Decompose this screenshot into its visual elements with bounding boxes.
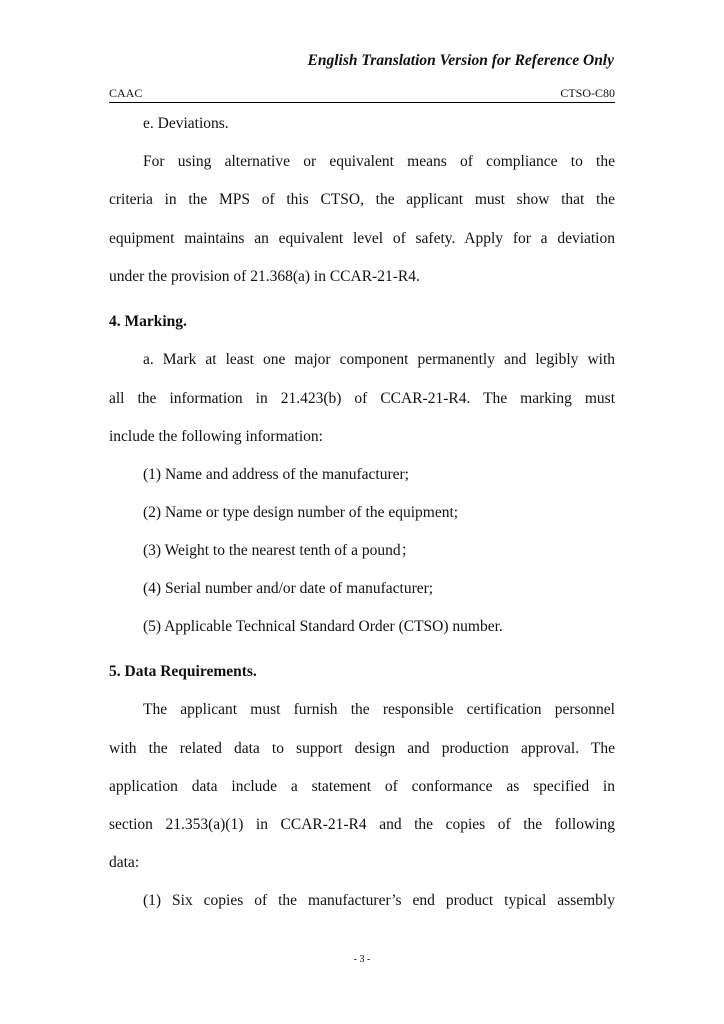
- list-item: (1) Name and address of the manufacturer;: [143, 466, 409, 483]
- paragraph-line: under the provision of 21.368(a) in CCAR-21-R4.: [109, 268, 420, 285]
- paragraph-line: a. Mark at least one major component permanently and legibly with: [143, 351, 615, 368]
- deviations-title: e. Deviations.: [143, 115, 229, 132]
- list-item: (2) Name or type design number of the equipment;: [143, 504, 459, 521]
- paragraph-line: equipment maintains an equivalent level of safety. Apply for a deviation: [109, 230, 615, 247]
- paragraph-line: data:: [109, 854, 140, 871]
- paragraph-line: The applicant must furnish the responsible certification personnel: [143, 701, 615, 718]
- running-header: [109, 86, 615, 103]
- paragraph-line: section 21.353(a)(1) in CCAR-21-R4 and the copies of the following: [109, 816, 615, 833]
- paragraph-line: For using alternative or equivalent means of compliance to the: [143, 153, 615, 170]
- paragraph-line: application data include a statement of conformance as specified in: [109, 778, 615, 795]
- list-item: (3) Weight to the nearest tenth of a pound；: [143, 542, 417, 559]
- header-doc-id: CTSO-C80: [560, 86, 615, 100]
- paragraph-line: criteria in the MPS of this CTSO, the applicant must show that the: [109, 191, 615, 208]
- marking-heading: 4. Marking.: [109, 313, 187, 330]
- page-number: - 3 -: [353, 954, 371, 965]
- paragraph-line: all the information in 21.423(b) of CCAR-21-R4. The marking must: [109, 390, 615, 407]
- list-item: (5) Applicable Technical Standard Order (CTSO) number.: [143, 618, 503, 635]
- paragraph-line: with the related data to support design and production approval. The: [109, 740, 615, 757]
- header-org: CAAC: [109, 86, 143, 100]
- paragraph-line: include the following information:: [109, 428, 323, 445]
- list-item: (1) Six copies of the manufacturer’s end product typical assembly: [143, 892, 615, 909]
- translation-banner: English Translation Version for Reference Only: [307, 52, 614, 69]
- data-requirements-heading: 5. Data Requirements.: [109, 663, 257, 680]
- list-item: (4) Serial number and/or date of manufacturer;: [143, 580, 434, 597]
